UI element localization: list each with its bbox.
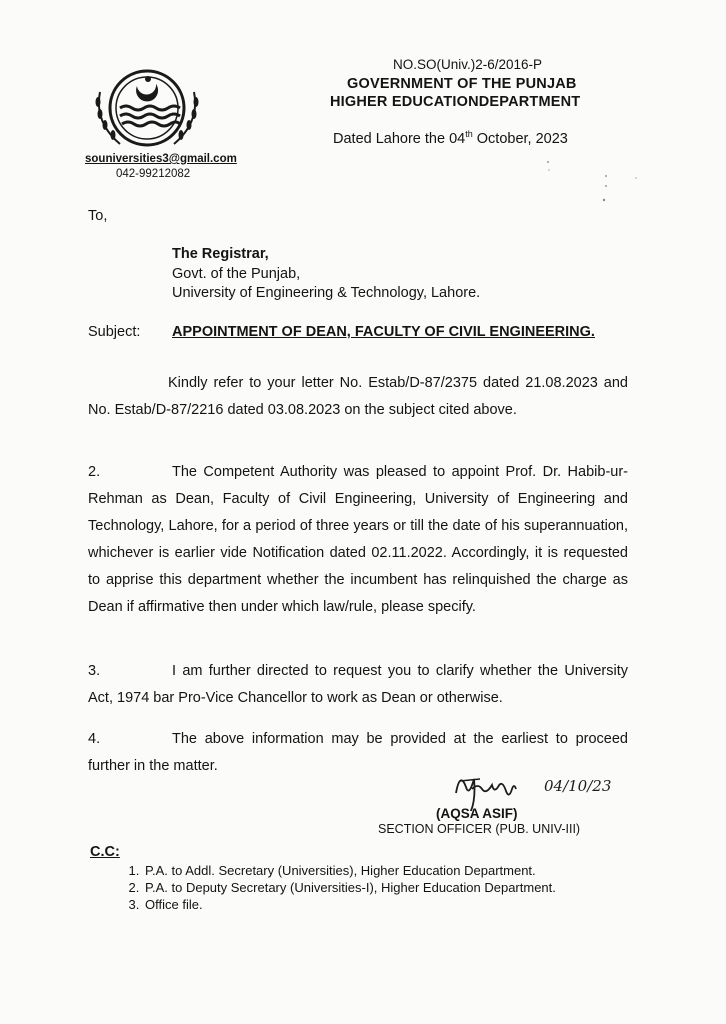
paragraph-3-number: 3. (88, 663, 101, 679)
recipient-line-1: Govt. of the Punjab, (172, 266, 301, 282)
date-ordinal: th (465, 129, 473, 139)
cc-item: 2. P.A. to Deputy Secretary (Universities-I), Higher Education Department. (143, 879, 556, 896)
signature-date: 04/10/23 (544, 777, 612, 795)
paragraph-2 (88, 459, 628, 621)
paragraph-4-number: 4. (88, 731, 101, 747)
recipient-title: The Registrar, (172, 246, 269, 262)
subject-text: APPOINTMENT OF DEAN, FACULTY OF CIVIL ENGINEERING. (172, 324, 595, 340)
date-suffix: October, 2023 (472, 130, 568, 147)
scan-specks (540, 150, 640, 210)
paragraph-2-text: The Competent Authority was pleased to appoint Prof. Dr. Habib-ur-Rehman as Dean, Faculty of Civil Engineering, University of Engineering and Technology, Lahore, for a period of three years or till the date of his superannuation, whichever is earlier vide Notification dated 02.11.2022. Accordingly, it is requested to apprise this department whether the incumbent has relinquished the charge as Dean if affirmative then under which law/rule, please specify. (88, 464, 628, 615)
department-heading: HIGHER EDUCATIONDEPARTMENT (330, 94, 581, 110)
letter-date (333, 129, 568, 147)
subject-label: Subject: (88, 324, 141, 340)
paragraph-2-number: 2. (88, 464, 101, 480)
contact-phone: 042-99212082 (116, 168, 191, 180)
salutation-to: To, (88, 208, 108, 224)
paragraph-3-text: I am further directed to request you to clarify whether the University Act, 1974 bar Pro-Vice Chancellor to work as Dean or otherwise. (88, 663, 628, 706)
paragraph-1-text: Kindly refer to your letter No. Estab/D-87/2375 dated 21.08.2023 and No. Estab/D-87/2216 dated 03.08.2023 on the subject cited above. (88, 375, 628, 418)
cc-list (125, 862, 556, 913)
reference-number: NO.SO(Univ.)2-6/2016-P (393, 57, 543, 72)
cc-item: 1. P.A. to Addl. Secretary (Universities), Higher Education Department. (143, 862, 556, 879)
cc-label: C.C: (90, 844, 120, 860)
date-prefix: Dated Lahore the 04 (333, 130, 466, 147)
contact-email: souniversities3@gmail.com (85, 153, 237, 165)
government-heading: GOVERNMENT OF THE PUNJAB (347, 76, 577, 92)
signatory-name: (AQSA ASIF) (436, 806, 518, 821)
paragraph-4-text: The above information may be provided at the earliest to proceed further in the matter. (88, 731, 628, 774)
paragraph-3 (88, 658, 628, 712)
handwritten-signature (452, 763, 622, 811)
recipient-line-2: University of Engineering & Technology, Lahore. (172, 285, 481, 301)
paragraph-1 (88, 370, 628, 424)
signatory-designation: SECTION OFFICER (PUB. UNIV-III) (378, 822, 581, 836)
punjab-emblem-logo (88, 62, 206, 152)
cc-item: 3. Office file. (143, 896, 556, 913)
